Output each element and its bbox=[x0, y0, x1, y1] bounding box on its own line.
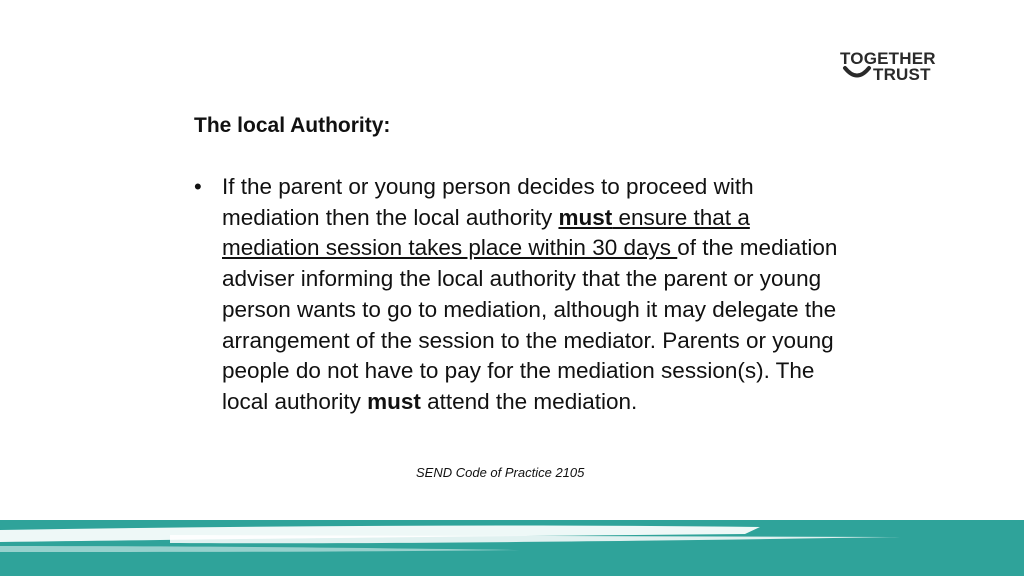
bullet-text-must-bold: must bbox=[367, 388, 421, 414]
bullet-text-underlined-clause: ensure that a mediation session takes place within 30 days bbox=[222, 204, 750, 261]
citation: SEND Code of Practice 2105 bbox=[416, 465, 585, 480]
bullet-marker: • bbox=[194, 174, 202, 199]
slide-heading: The local Authority: bbox=[194, 114, 391, 137]
smile-icon bbox=[842, 65, 872, 81]
bullet-text-ending: attend the mediation. bbox=[420, 388, 638, 414]
bullet-text-intro: If the parent or young person decides to proceed with mediation then the local authority bbox=[222, 174, 754, 230]
together-trust-logo bbox=[838, 50, 958, 84]
logo-text-together: TOGETHER bbox=[840, 49, 936, 68]
decorative-wave-band bbox=[0, 512, 1024, 576]
bullet-text-body: of the mediation adviser informing the local authority that the parent or young person wants to go to mediation, although it may delegate the arrangement of the session to the mediator. Parents or young people do not have to pay for the mediation session(s). The local authority bbox=[222, 235, 838, 414]
logo-text-trust: TRUST bbox=[873, 65, 931, 84]
bullet-paragraph bbox=[222, 172, 842, 418]
bullet-text-must-underlined: must bbox=[558, 204, 613, 230]
